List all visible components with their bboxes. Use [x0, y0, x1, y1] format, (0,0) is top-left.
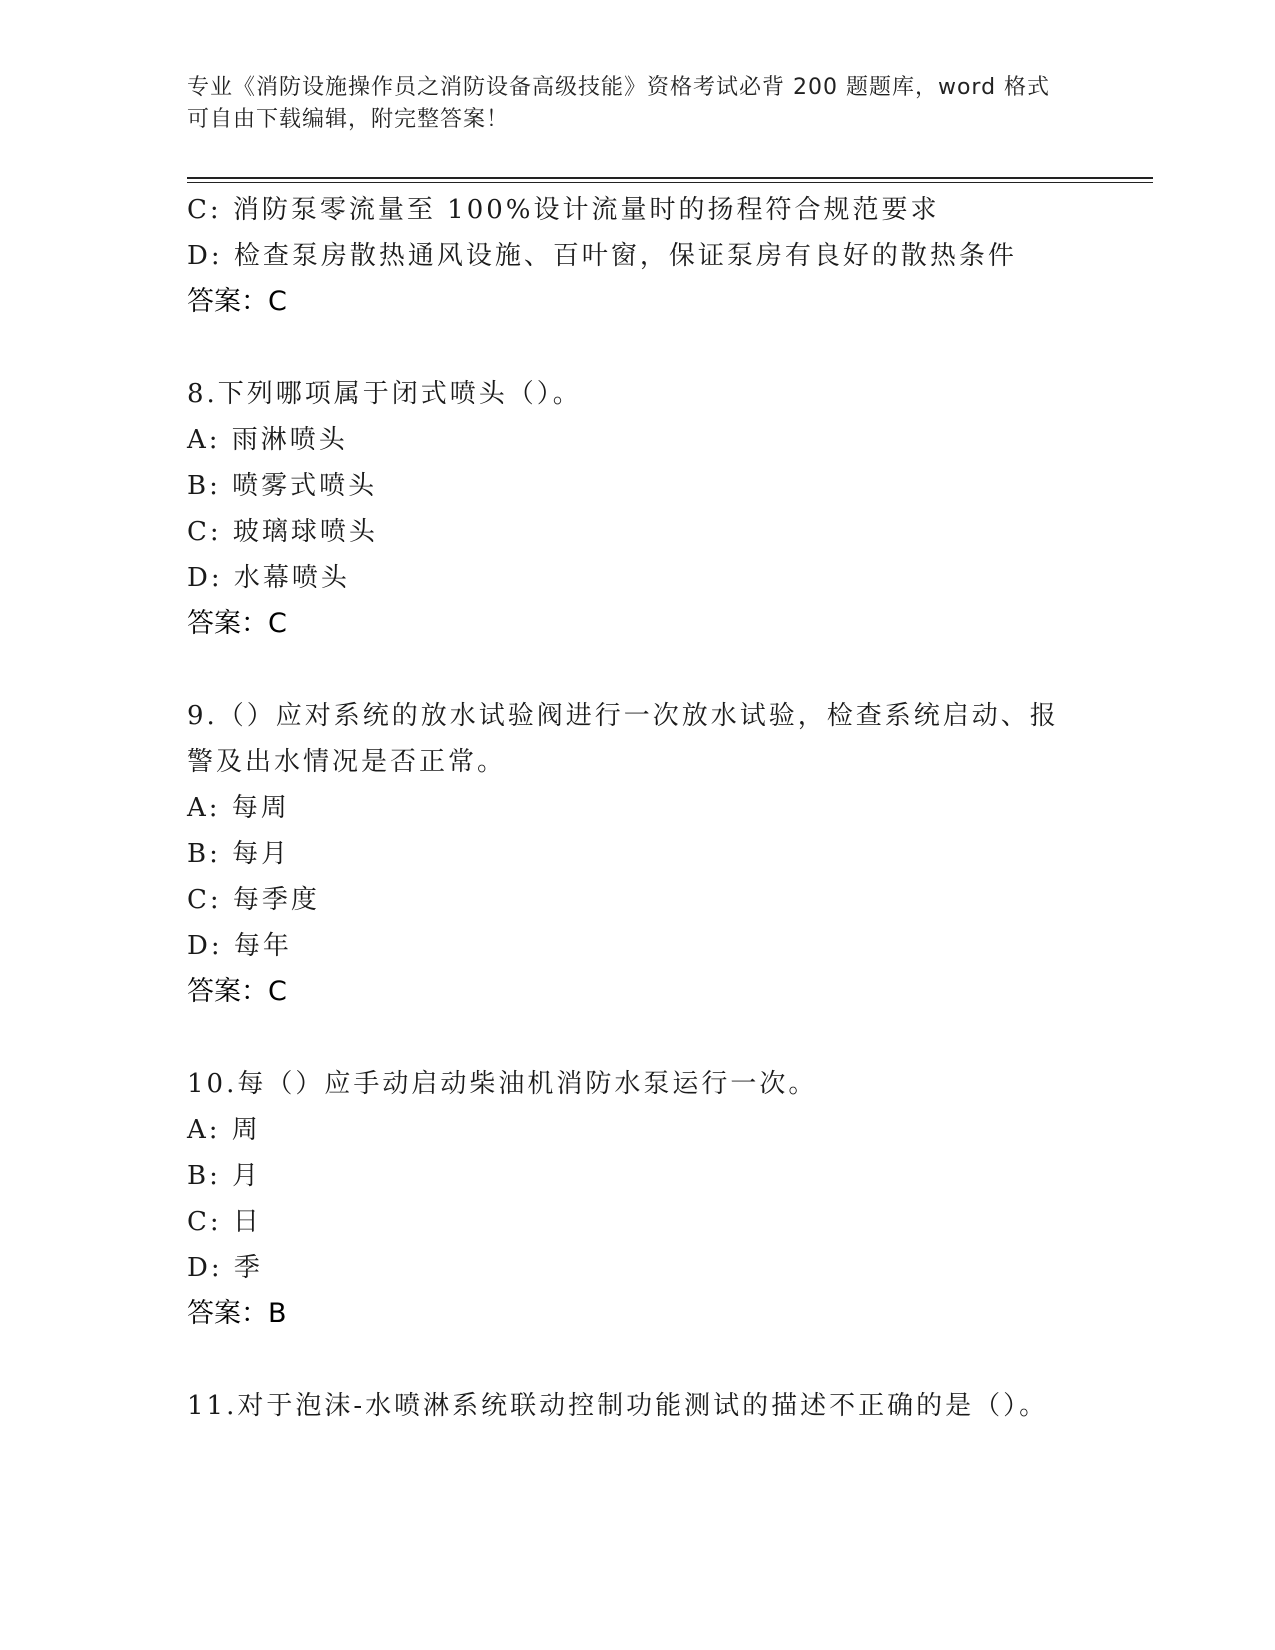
- option-b: B: 每月: [187, 839, 291, 869]
- answer-line: 答案：B: [187, 1298, 287, 1329]
- option-c: C: 玻璃球喷头: [187, 517, 378, 547]
- question-stem: 9.（）应对系统的放水试验阀进行一次放水试验，检查系统启动、报警及出水情况是否正常。: [187, 701, 1059, 777]
- answer-line: 答案：C: [187, 286, 287, 317]
- question-11: [187, 1383, 1087, 1429]
- option-d: D: 季: [187, 1253, 263, 1283]
- document-header: 专业《消防设施操作员之消防设备高级技能》资格考试必背 200 题题库，word 格式可自由下载编辑，附完整答案！: [187, 75, 1051, 132]
- option-c: C: 消防泵零流量至 100%设计流量时的扬程符合规范要求: [187, 195, 940, 225]
- question-list: [187, 187, 1087, 1429]
- option-b: B: 喷雾式喷头: [187, 471, 378, 501]
- question-8: [187, 371, 1087, 647]
- question-9: [187, 693, 1087, 1015]
- option-b: B: 月: [187, 1161, 262, 1191]
- option-c: C: 每季度: [187, 885, 320, 915]
- question-7-tail: [187, 187, 1087, 325]
- option-a: A: 周: [187, 1115, 261, 1145]
- answer-line: 答案：C: [187, 976, 287, 1007]
- option-d: D: 每年: [187, 931, 292, 961]
- option-c: C: 日: [187, 1207, 262, 1237]
- answer-line: 答案：C: [187, 608, 287, 639]
- question-10: [187, 1061, 1087, 1337]
- header-divider-top: [187, 177, 1153, 179]
- option-a: A: 雨淋喷头: [187, 425, 348, 455]
- question-stem: 10.每（）应手动启动柴油机消防水泵运行一次。: [187, 1069, 818, 1099]
- option-a: A: 每周: [187, 793, 290, 823]
- question-stem: 8.下列哪项属于闭式喷头（）。: [187, 379, 582, 409]
- option-d: D: 水幕喷头: [187, 563, 350, 593]
- option-d: D: 检查泵房散热通风设施、百叶窗，保证泵房有良好的散热条件: [187, 241, 1017, 271]
- question-stem: 11.对于泡沫-水喷淋系统联动控制功能测试的描述不正确的是（）。: [187, 1391, 1049, 1421]
- header-divider-bottom: [187, 182, 1153, 183]
